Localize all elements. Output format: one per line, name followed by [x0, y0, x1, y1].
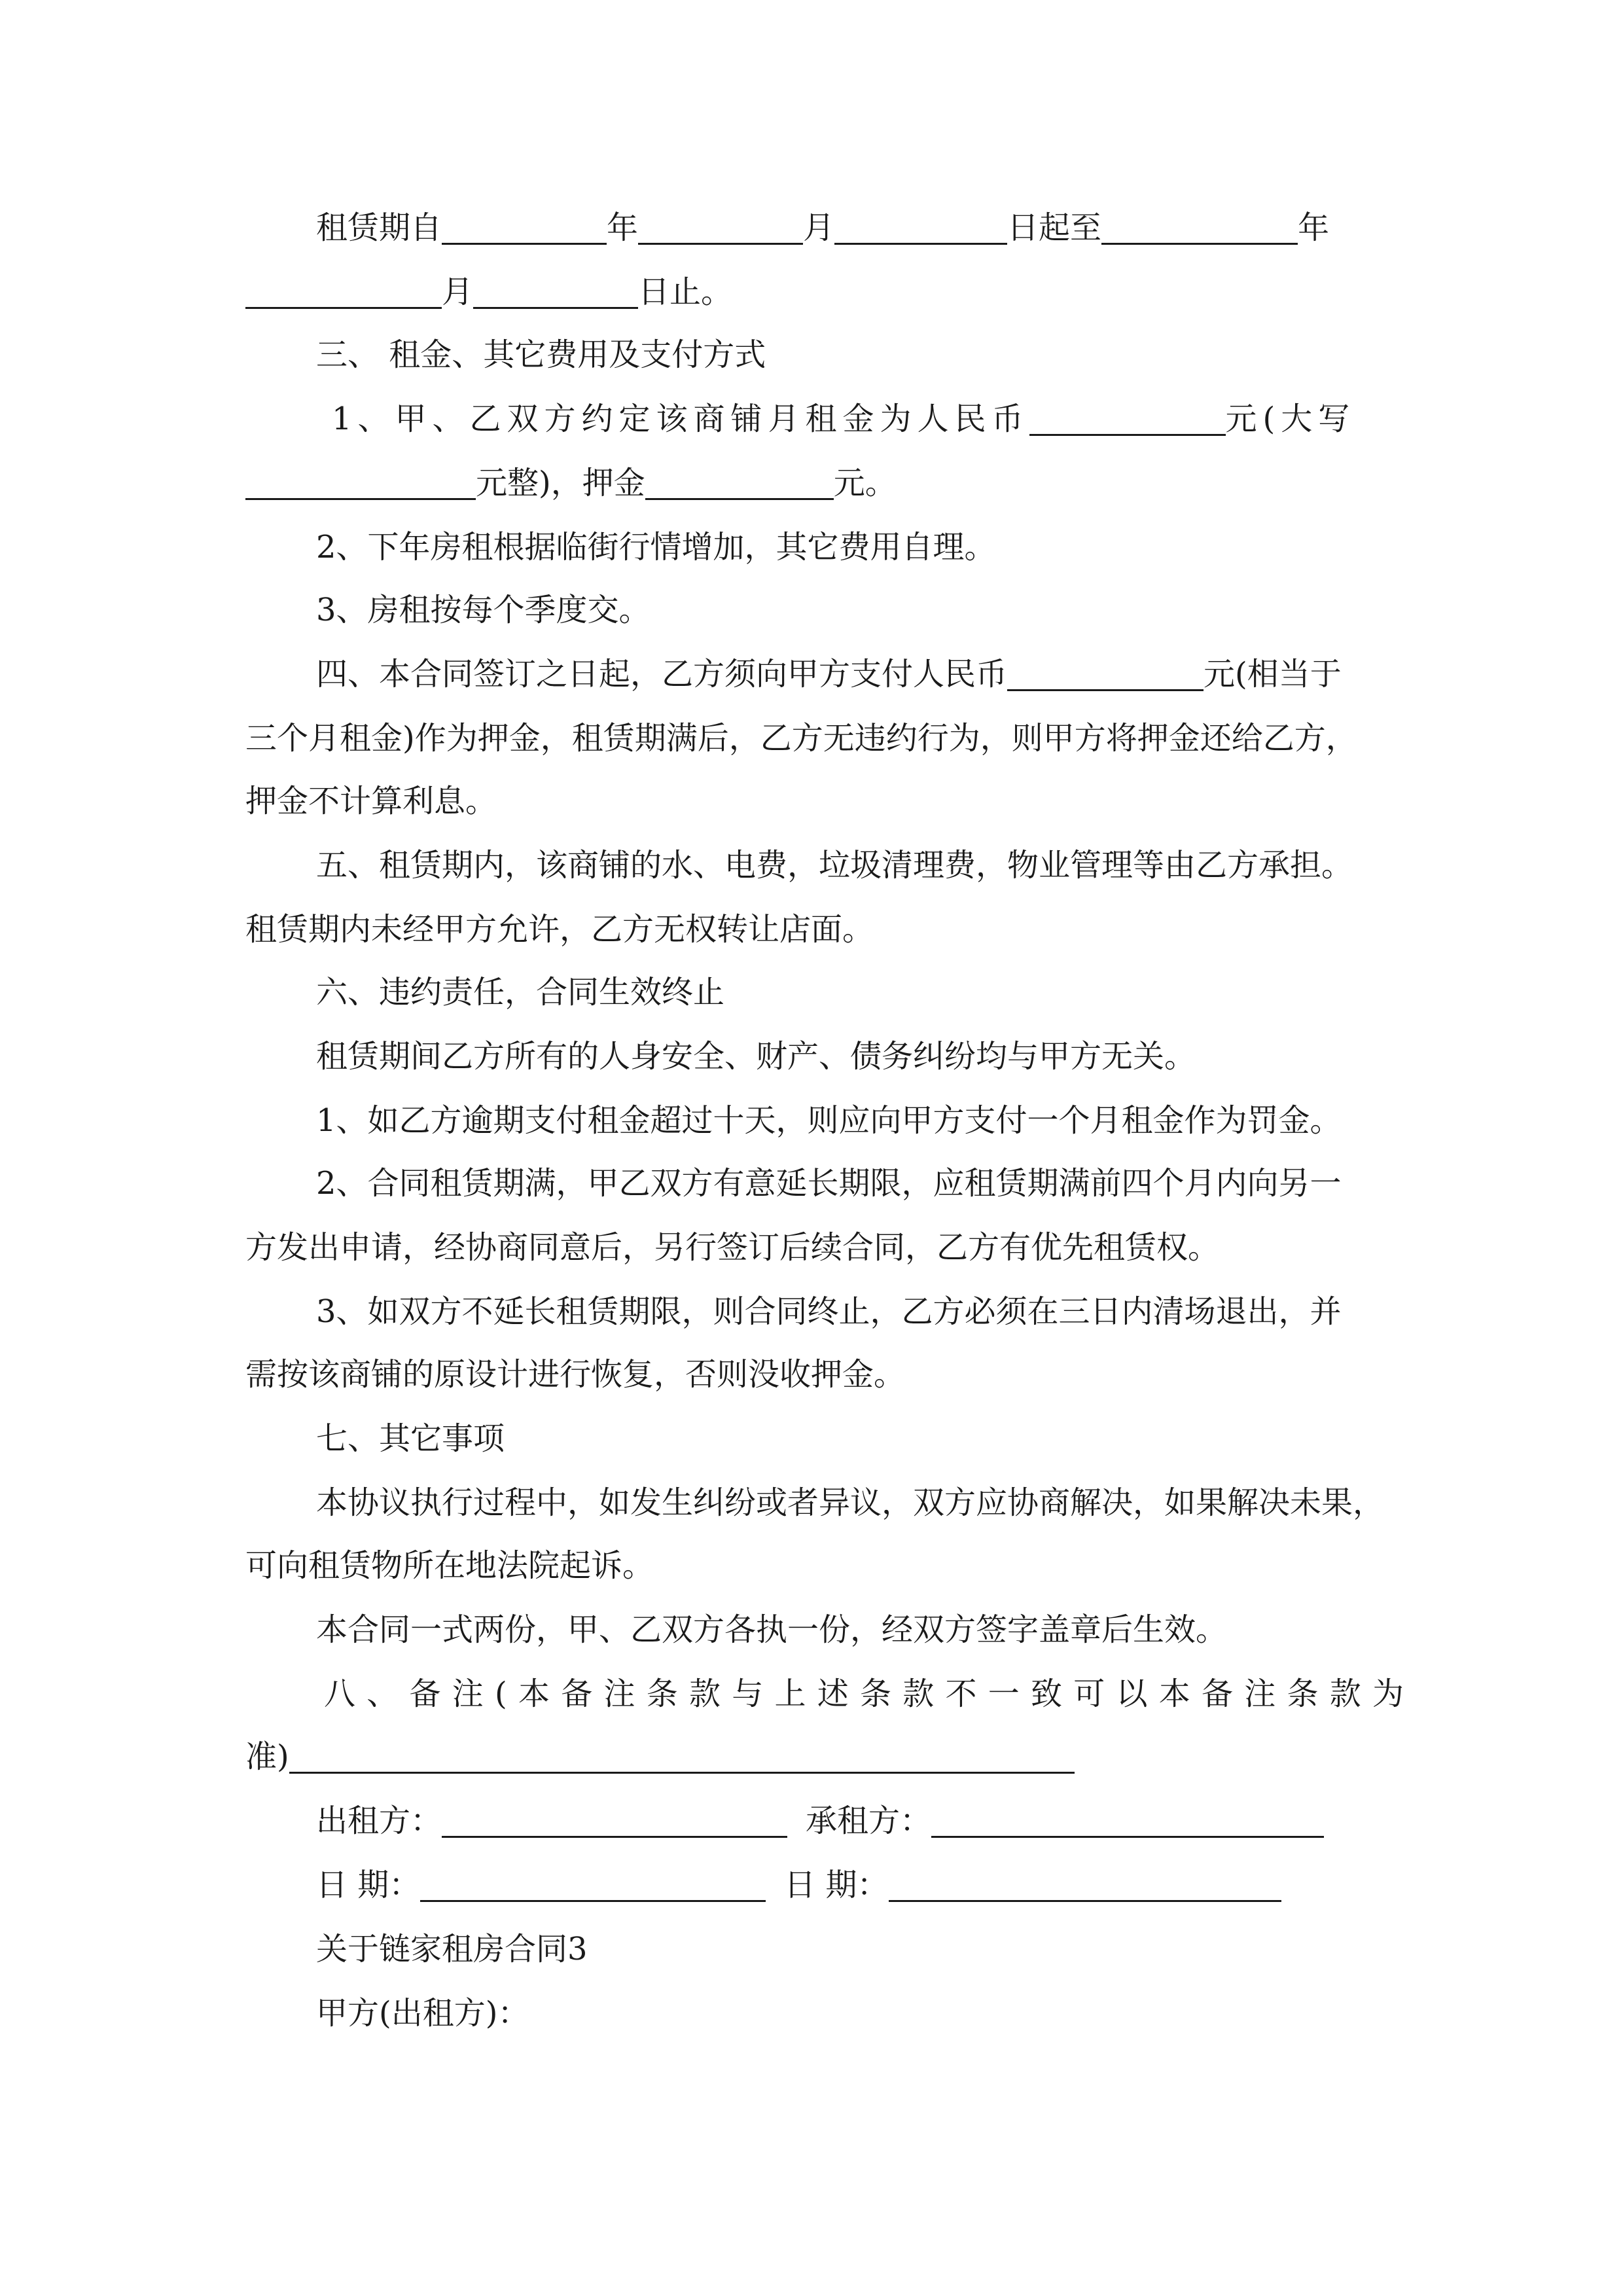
clause-6-2-line-2: 方发出申请，经协商同意后，另行签订后续合同，乙方有优先租赁权。 [245, 1229, 1220, 1266]
section-5-line-1: 五、租赁期内，该商铺的水、电费，垃圾清理费，物业管理等由乙方承担。 [316, 847, 1353, 884]
section-7-heading: 七、其它事项 [316, 1420, 505, 1457]
end-day-blank[interactable] [473, 268, 638, 309]
lessor-date-blank[interactable] [420, 1861, 766, 1902]
lease-term-line-2 [245, 260, 1404, 323]
signature-line [245, 1789, 1404, 1852]
deposit-label: 元整)，押金 [476, 465, 645, 501]
lease-term-start-label: 租赁期自 [316, 209, 442, 246]
deposit-line [245, 452, 1404, 514]
end-label: 日止。 [638, 274, 733, 310]
section-4-line-2: 三个月租金)作为押金，租赁期满后，乙方无违约行为，则甲方将押金还给乙方， [245, 720, 1357, 757]
clause-6-3-line-2: 需按该商铺的原设计进行恢复，否则没收押金。 [245, 1356, 906, 1393]
rent-amount-line [245, 387, 1404, 450]
section-7-line-1: 本协议执行过程中，如发生纠纷或者异议，双方应协商解决，如果解决未果， [316, 1484, 1385, 1521]
clause-6-3-line-1: 3、如双方不延长租赁期限，则合同终止，乙方必须在三日内清场退出，并 [316, 1293, 1342, 1330]
lessee-signature-blank[interactable] [931, 1797, 1324, 1838]
remarks-blank[interactable] [289, 1732, 1075, 1774]
yuan-label: 元。 [833, 465, 897, 501]
section-4-text: 四、本合同签订之日起，乙方须向甲方支付人民币 [316, 656, 1008, 692]
monthly-rent-blank[interactable] [1029, 395, 1226, 436]
year-label: 年 [607, 209, 639, 246]
payment-amount-blank[interactable] [1007, 650, 1204, 691]
clause-3-3: 3、房租按每个季度交。 [316, 592, 651, 628]
next-contract-title: 关于链家租房合同3 [316, 1931, 588, 1967]
start-year-blank[interactable] [442, 204, 607, 245]
lessor-label: 出租方： [316, 1803, 442, 1839]
start-day-blank[interactable] [834, 204, 1007, 245]
lessee-date-label: 日 期： [784, 1867, 889, 1903]
section-6-intro: 租赁期间乙方所有的人身安全、财产、债务纠纷均与甲方无关。 [316, 1038, 1196, 1075]
rent-in-words-blank[interactable] [245, 459, 476, 500]
month-label-2: 月 [442, 274, 474, 310]
rent-amount-label: 1、甲、乙双方约定该商铺月租金为人民币 [332, 401, 1029, 437]
section-4-suffix: 元(相当于 [1204, 656, 1342, 692]
rent-words-label: 元(大写 [1225, 401, 1356, 437]
clause-6-2-line-1: 2、合同租赁期满，甲乙双方有意延长期限，应租赁期满前四个月内向另一 [316, 1165, 1342, 1202]
month-label: 月 [803, 209, 835, 246]
end-month-blank[interactable] [245, 268, 442, 309]
lessee-date-blank[interactable] [889, 1861, 1281, 1902]
clause-3-2: 2、下年房租根据临街行情增加，其它费用自理。 [316, 529, 996, 565]
date-line [245, 1854, 1404, 1916]
section-5-line-2: 租赁期内未经甲方允许，乙方无权转让店面。 [245, 911, 874, 948]
section-7-line-2: 可向租赁物所在地法院起诉。 [245, 1547, 654, 1584]
lessee-label: 承租方： [806, 1803, 932, 1839]
section-8-heading: 八、备注(本备注条款与上述条款不一致可以本备注条款为 [324, 1676, 1404, 1712]
copies-clause: 本合同一式两份，甲、乙双方各执一份，经双方签字盖章后生效。 [316, 1611, 1228, 1648]
end-year-blank[interactable] [1101, 204, 1298, 245]
party-a-label: 甲方(出租方)： [316, 1995, 529, 2032]
lessor-date-label: 日 期： [316, 1867, 421, 1903]
until-label: 日起至 [1007, 209, 1102, 246]
section-4-line-1 [245, 643, 1404, 706]
start-month-blank[interactable] [638, 204, 803, 245]
lessor-signature-blank[interactable] [442, 1797, 787, 1838]
clause-6-1: 1、如乙方逾期支付租金超过十天，则应向甲方支付一个月租金作为罚金。 [316, 1102, 1342, 1139]
year-label-2: 年 [1298, 209, 1330, 246]
lease-term-line-1 [245, 196, 1404, 259]
remarks-prefix: 准) [245, 1738, 289, 1775]
section-3-heading: 三、 租金、其它费用及支付方式 [316, 336, 766, 373]
remarks-line [245, 1725, 1404, 1788]
section-6-heading: 六、违约责任，合同生效终止 [316, 974, 725, 1011]
section-4-line-3: 押金不计算利息。 [245, 783, 497, 819]
deposit-blank[interactable] [645, 459, 834, 500]
